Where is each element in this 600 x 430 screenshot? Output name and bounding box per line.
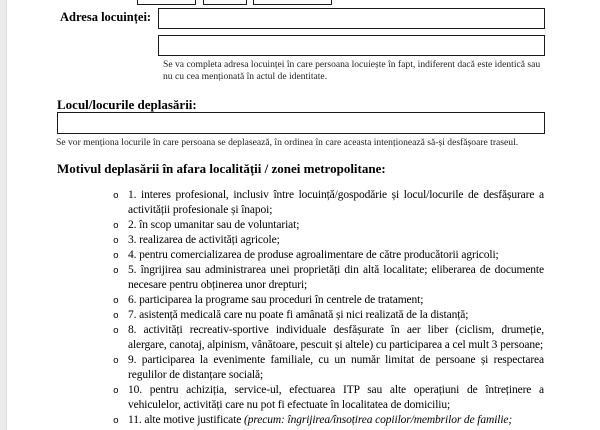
circle-bullet-icon: o: [113, 235, 119, 246]
reason-text-italic: (precum: îngrijirea/însoțirea copiilor/membrilor de familie;: [243, 414, 513, 426]
circle-bullet-icon: o: [113, 190, 119, 201]
reason-text: 10. pentru achiziția, service-ul, efectuarea ITP sau alte operațiuni de întreținere a vehiculelor, activități care nu pot fi efectuate în localitatea de domiciliu;: [128, 384, 544, 411]
reason-item-5: [112, 263, 544, 293]
reason-text: 5. îngrijirea sau administrarea unei proprietăți din altă localitate; eliberarea de documente necesare pentru obținerea unor drepturi;: [128, 264, 544, 291]
reason-item-4: [112, 248, 544, 263]
circle-bullet-icon: o: [113, 325, 119, 336]
address-input-line2[interactable]: [158, 35, 545, 56]
destination-note: Se vor menționa locurile în care persoana se deplasează, în ordinea în care aceasta intenționează să-și desfășoare traseul.: [56, 137, 519, 148]
reason-item-7: [112, 308, 544, 323]
reason-text: 6. participarea la programe sau proceduri în centrele de tratament;: [128, 294, 424, 306]
circle-bullet-icon: o: [113, 385, 119, 396]
reason-text: 1. interes profesional, inclusiv între locuință/gospodărie și locul/locurile de desfășurare a activității profesionale și înapoi;: [128, 189, 544, 216]
address-input-line1[interactable]: [158, 8, 545, 29]
circle-bullet-icon: o: [113, 250, 119, 261]
reason-text: 4. pentru comercializarea de produse agroalimentare de către producătorii agricoli;: [128, 249, 499, 261]
reasons-list: [112, 188, 544, 428]
address-label: Adresa locuinței:: [60, 10, 152, 24]
address-note: Se va completa adresa locuinței în care persoana locuiește în fapt, indiferent dacă este identică sau nu cu cea menționată în actul de identitate.: [163, 59, 541, 82]
destination-label: Locul/locurile deplasării:: [57, 97, 197, 112]
circle-bullet-icon: o: [113, 355, 119, 366]
reason-text: 8. activități recreativ-sportive individuale desfășurate în aer liber (ciclism, drumeție, alergare, canotaj, alpinism, vânătoare, pescuit și altele) cu participarea a cel mult 3 persoane;: [128, 324, 544, 351]
circle-bullet-icon: o: [113, 220, 119, 231]
destination-input[interactable]: [57, 112, 545, 134]
reason-item-10: [112, 383, 544, 413]
reason-item-3: [112, 233, 544, 248]
reasons-heading: Motivul deplasării în afara localității / zonei metropolitane:: [57, 161, 386, 176]
reason-item-8: [112, 323, 544, 353]
reason-item-11: [112, 413, 544, 428]
circle-bullet-icon: o: [113, 310, 119, 321]
reason-item-1: [112, 188, 544, 218]
reason-item-6: [112, 293, 544, 308]
top-cropped-field-1[interactable]: [137, 0, 196, 5]
circle-bullet-icon: o: [113, 415, 119, 426]
reason-text: 2. în scop umanitar sau de voluntariat;: [128, 219, 300, 231]
circle-bullet-icon: o: [113, 265, 119, 276]
reason-text: 3. realizarea de activități agricole;: [128, 234, 280, 246]
reason-item-9: [112, 353, 544, 383]
page-left-edge: [0, 0, 7, 430]
top-cropped-field-3[interactable]: [253, 0, 332, 5]
reason-text: 7. asistență medicală care nu poate fi amânată și nici realizată de la distanță;: [128, 309, 469, 321]
top-cropped-field-2[interactable]: [203, 0, 247, 5]
reason-text: 9. participarea la evenimente familiale, cu un număr limitat de persoane și respectarea regulilor de distanțare socială;: [128, 354, 544, 381]
reason-text: 11. alte motive justificate: [128, 414, 244, 426]
reason-item-2: [112, 218, 544, 233]
circle-bullet-icon: o: [113, 295, 119, 306]
